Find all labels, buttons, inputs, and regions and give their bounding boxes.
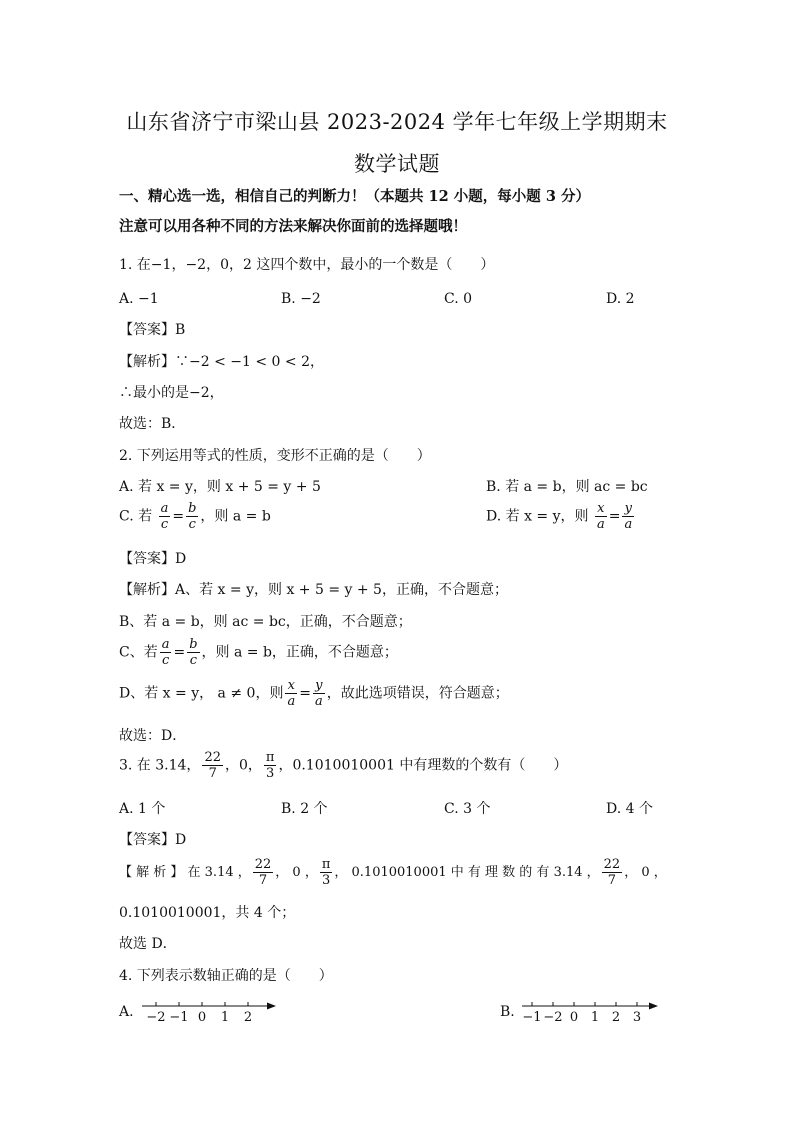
q2-analysis-c: C、若 $\frac{a}{c}$ = $\frac{b}{c}$ ，则 a = b，正确，不合题意； <box>119 637 398 668</box>
q2-option-d: D. 若 x = y，则 $\frac{x}{a}$ = $\frac{y}{a}$ <box>486 501 633 532</box>
q1-analysis-1: 【解析】∵−2 < −1 < 0 < 2， <box>119 354 324 370</box>
q4-option-b-label: B. <box>500 1004 515 1020</box>
fraction: $\frac{\pi}{3}$ <box>265 750 275 781</box>
q4-b-tick-label: 3 <box>632 1010 642 1025</box>
q3-option-d: D. 4 个 <box>606 801 653 817</box>
q3-analysis-2: 0.1010010001，共 4 个； <box>119 905 296 921</box>
q4-a-tick-label: 1 <box>220 1010 230 1025</box>
q4-option-b-number-line <box>518 994 660 1026</box>
fraction: $\frac{a}{c}$ <box>161 637 170 668</box>
q3-answer: 【答案】D <box>119 832 187 848</box>
fraction: $\frac{22}{7}$ <box>603 857 621 888</box>
q2-answer: 【答案】D <box>119 551 187 567</box>
q4-b-tick-label: −2 <box>543 1010 563 1025</box>
question-3-stem: 3. 在 3.14， $\frac{22}{7}$ ，0， $\frac{\pi}{3}$ ，0.1010010001 中有理数的个数有（ ） <box>119 750 568 781</box>
q4-b-tick-label: −1 <box>522 1010 542 1025</box>
document-title: 山东省济宁市梁山县 2023-2024 学年七年级上学期期末 <box>126 110 668 134</box>
q3-conclusion: 故选 D． <box>119 936 177 952</box>
q1-option-a: A. −1 <box>119 291 159 307</box>
q2-option-d-prefix: D. 若 x = y，则 <box>486 508 589 525</box>
q2-option-c-prefix: C. 若 <box>119 508 153 525</box>
fraction: $\frac{\pi}{3}$ <box>321 857 331 888</box>
section-note: 注意可以用各种不同的方法来解决你面前的选择题哦！ <box>119 218 467 235</box>
q4-a-tick-label: 2 <box>243 1010 253 1025</box>
q3-option-c: C. 3 个 <box>444 801 491 817</box>
q2-option-b: B. 若 a = b，则 ac = bc <box>486 479 648 495</box>
q2-option-a: A. 若 x = y，则 x + 5 = y + 5 <box>119 479 321 495</box>
q4-a-tick-label: 0 <box>197 1010 207 1025</box>
question-4-stem: 4. 下列表示数轴正确的是（ ） <box>119 968 333 984</box>
fraction: $\frac{y}{a}$ <box>624 501 633 532</box>
q4-a-tick-label: −2 <box>146 1010 166 1025</box>
q1-analysis-2: ∴最小的是−2， <box>119 385 224 401</box>
q1-option-d: D. 2 <box>606 291 635 307</box>
q4-option-a-label: A. <box>119 1004 134 1020</box>
q1-option-c: C. 0 <box>444 291 473 307</box>
q2-analysis-a: 【解析】A、若 x = y，则 x + 5 = y + 5，正确，不合题意； <box>119 582 508 598</box>
q4-b-tick-label: 0 <box>569 1010 579 1025</box>
q2-conclusion: 故选：D． <box>119 728 187 744</box>
fraction: $\frac{b}{c}$ <box>189 637 198 668</box>
q3-option-b: B. 2 个 <box>281 801 328 817</box>
q2-analysis-b: B、若 a = b，则 ac = bc，正确，不合题意； <box>119 614 412 630</box>
fraction: $\frac{22}{7}$ <box>204 750 221 781</box>
q1-answer: 【答案】B <box>119 322 186 338</box>
q2-option-c-suffix: ，则 a = b <box>200 508 271 525</box>
section-heading: 一、精心选一选，相信自己的判断力！（本题共 12 小题，每小题 3 分） <box>119 188 590 205</box>
q2-option-c: C. 若 $\frac{a}{c}$ = $\frac{b}{c}$ ，则 a = b <box>119 501 271 532</box>
document-subtitle: 数学试题 <box>354 152 440 176</box>
question-1-stem: 1. 在−1，−2，0，2 这四个数中，最小的一个数是（ ） <box>119 257 495 273</box>
q1-conclusion: 故选：B． <box>119 416 186 432</box>
q2-analysis-d: D、若 x = y， a ≠ 0，则 $\frac{x}{a}$ = $\frac{y}{a}$ ，故此选项错误，符合题意； <box>119 678 509 709</box>
q4-b-tick-label: 1 <box>590 1010 600 1025</box>
fraction: $\frac{b}{c}$ <box>188 501 197 532</box>
fraction: $\frac{x}{a}$ <box>287 678 296 709</box>
q4-option-a-number-line <box>138 994 278 1026</box>
q3-option-a: A. 1 个 <box>119 801 166 817</box>
q1-option-b: B. −2 <box>281 291 321 307</box>
question-2-stem: 2. 下列运用等式的性质，变形不正确的是（ ） <box>119 448 431 464</box>
fraction: $\frac{a}{c}$ <box>160 501 169 532</box>
fraction: $\frac{x}{a}$ <box>596 501 605 532</box>
q3-analysis-1: 【 解 析 】 在 3.14 ， $\frac{22}{7}$ ， 0 ， $\frac{\pi}{3}$ ， 0.1010010001 中 有 理 数 的 有 3.14 ， $\frac{22}{7}$ ， 0 ， <box>119 857 667 888</box>
q4-a-tick-label: −1 <box>169 1010 189 1025</box>
fraction: $\frac{22}{7}$ <box>254 857 272 888</box>
fraction: $\frac{y}{a}$ <box>314 678 323 709</box>
q4-b-tick-label: 2 <box>611 1010 621 1025</box>
